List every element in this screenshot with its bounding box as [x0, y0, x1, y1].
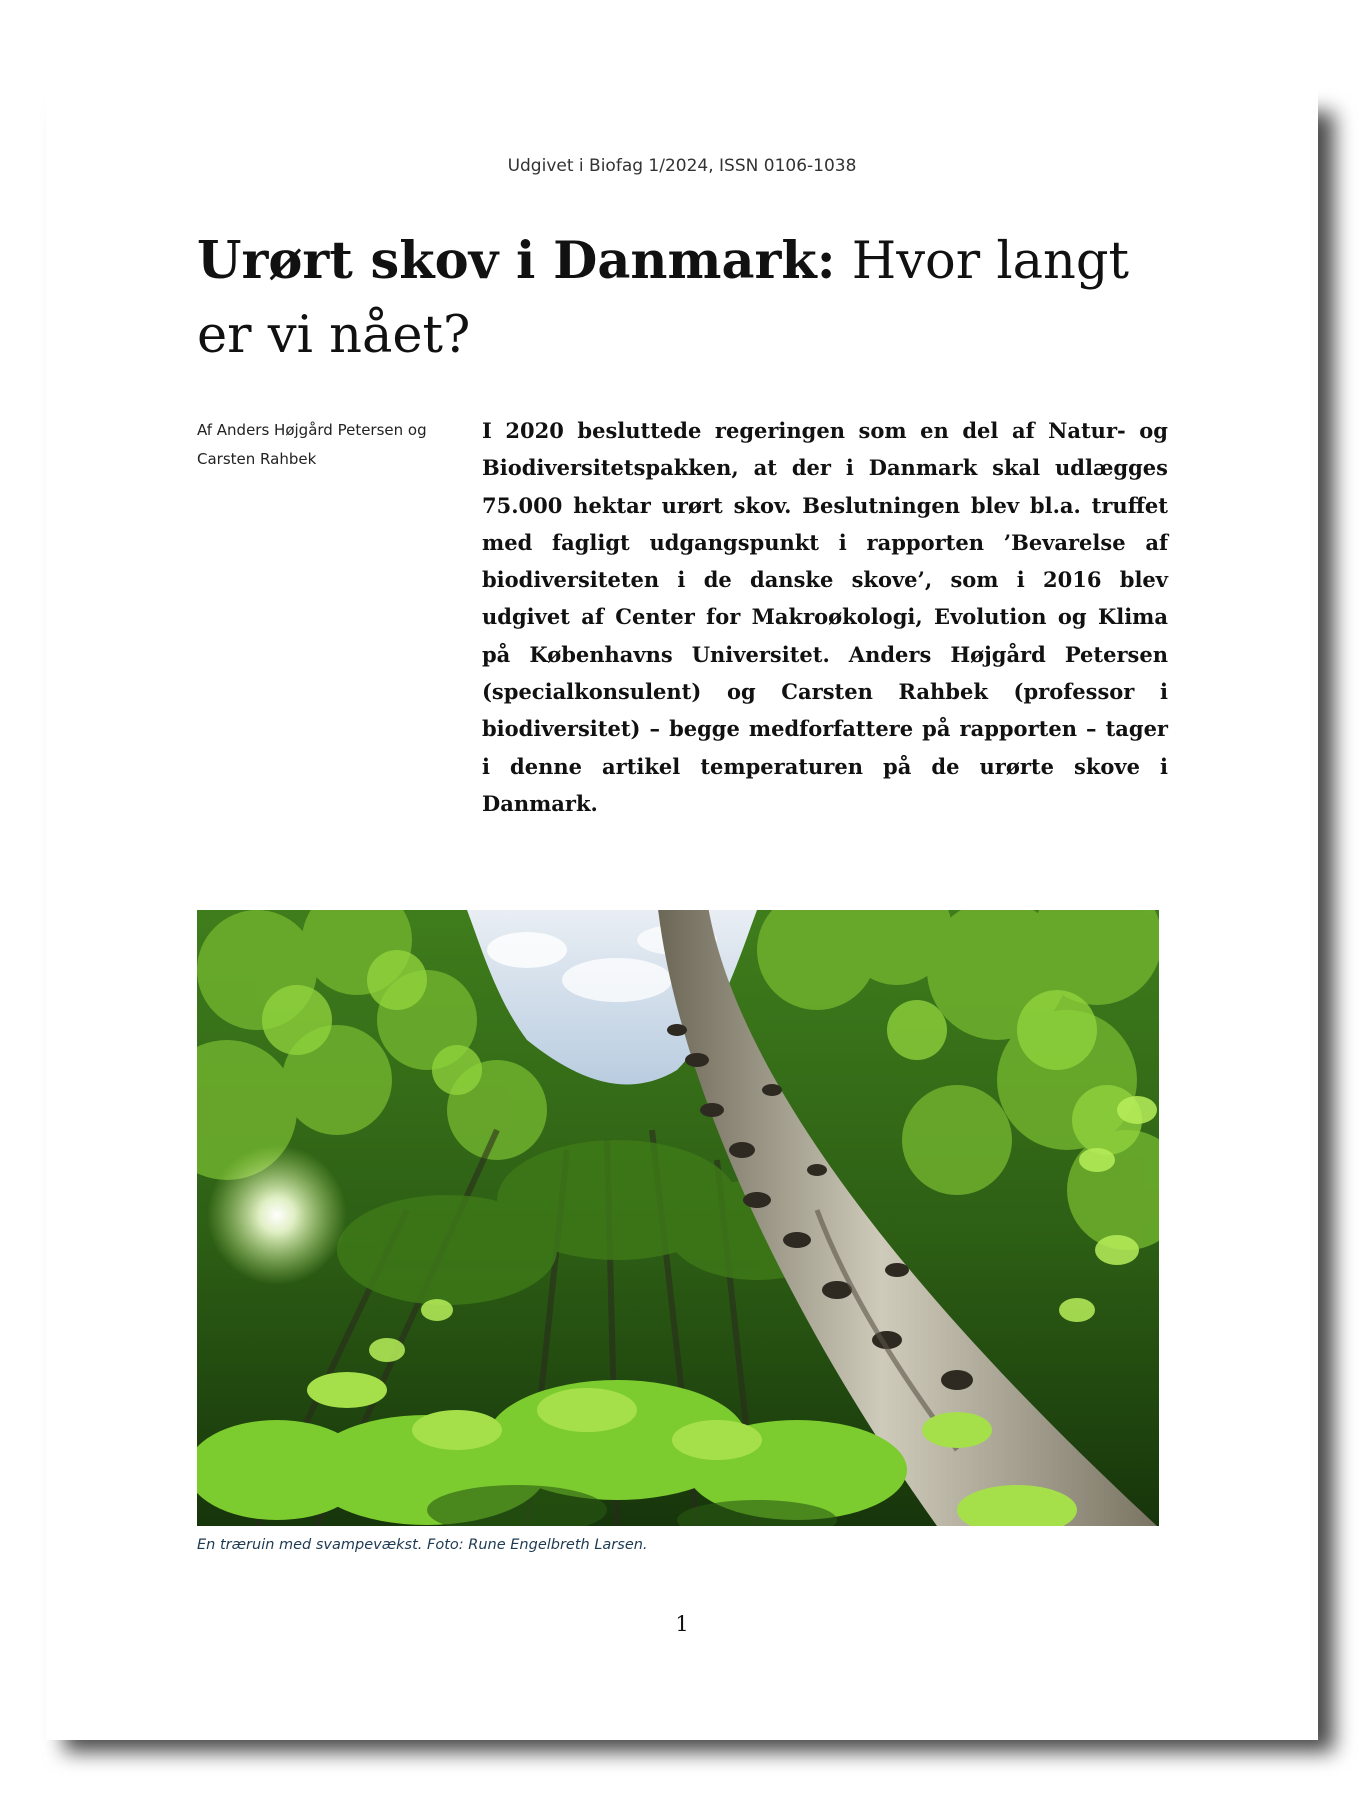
publication-line: Udgivet i Biofag 1/2024, ISSN 0106-1038	[507, 156, 857, 176]
article-title-regular: Hvor langt er vi nået?	[197, 232, 1130, 365]
forest-photo	[197, 910, 1159, 1526]
document-page	[46, 40, 1318, 1740]
article-title	[197, 224, 1157, 373]
photo-caption: En træruin med svampevækst. Foto: Rune Engelbreth Larsen.	[197, 1537, 648, 1553]
article-title-bold: Urørt skov i Danmark:	[197, 231, 836, 291]
page-number: 1	[675, 1612, 689, 1636]
byline: Af Anders Højgård Petersen og Carsten Rahbek	[197, 421, 427, 468]
lead-paragraph: I 2020 besluttede regeringen som en del af Natur- og Biodiversitetspakken, at der i Danmark skal udlægges 75.000 hektar urørt skov. Beslutningen blev bl.a. truffet med fagligt udgangspunkt i rapporten ’Bevarelse af biodiversiteten i de danske skove’, som i 2016 blev udgivet af Center for Makroøkologi, Evolution og Klima på Københavns Universitet. Anders Højgård Petersen (specialkonsulent) og Carsten Rahbek (professor i biodiversitet) – begge medforfattere på rapporten – tager i denne artikel temperaturen på de urørte skove i Danmark.	[482, 418, 1168, 816]
